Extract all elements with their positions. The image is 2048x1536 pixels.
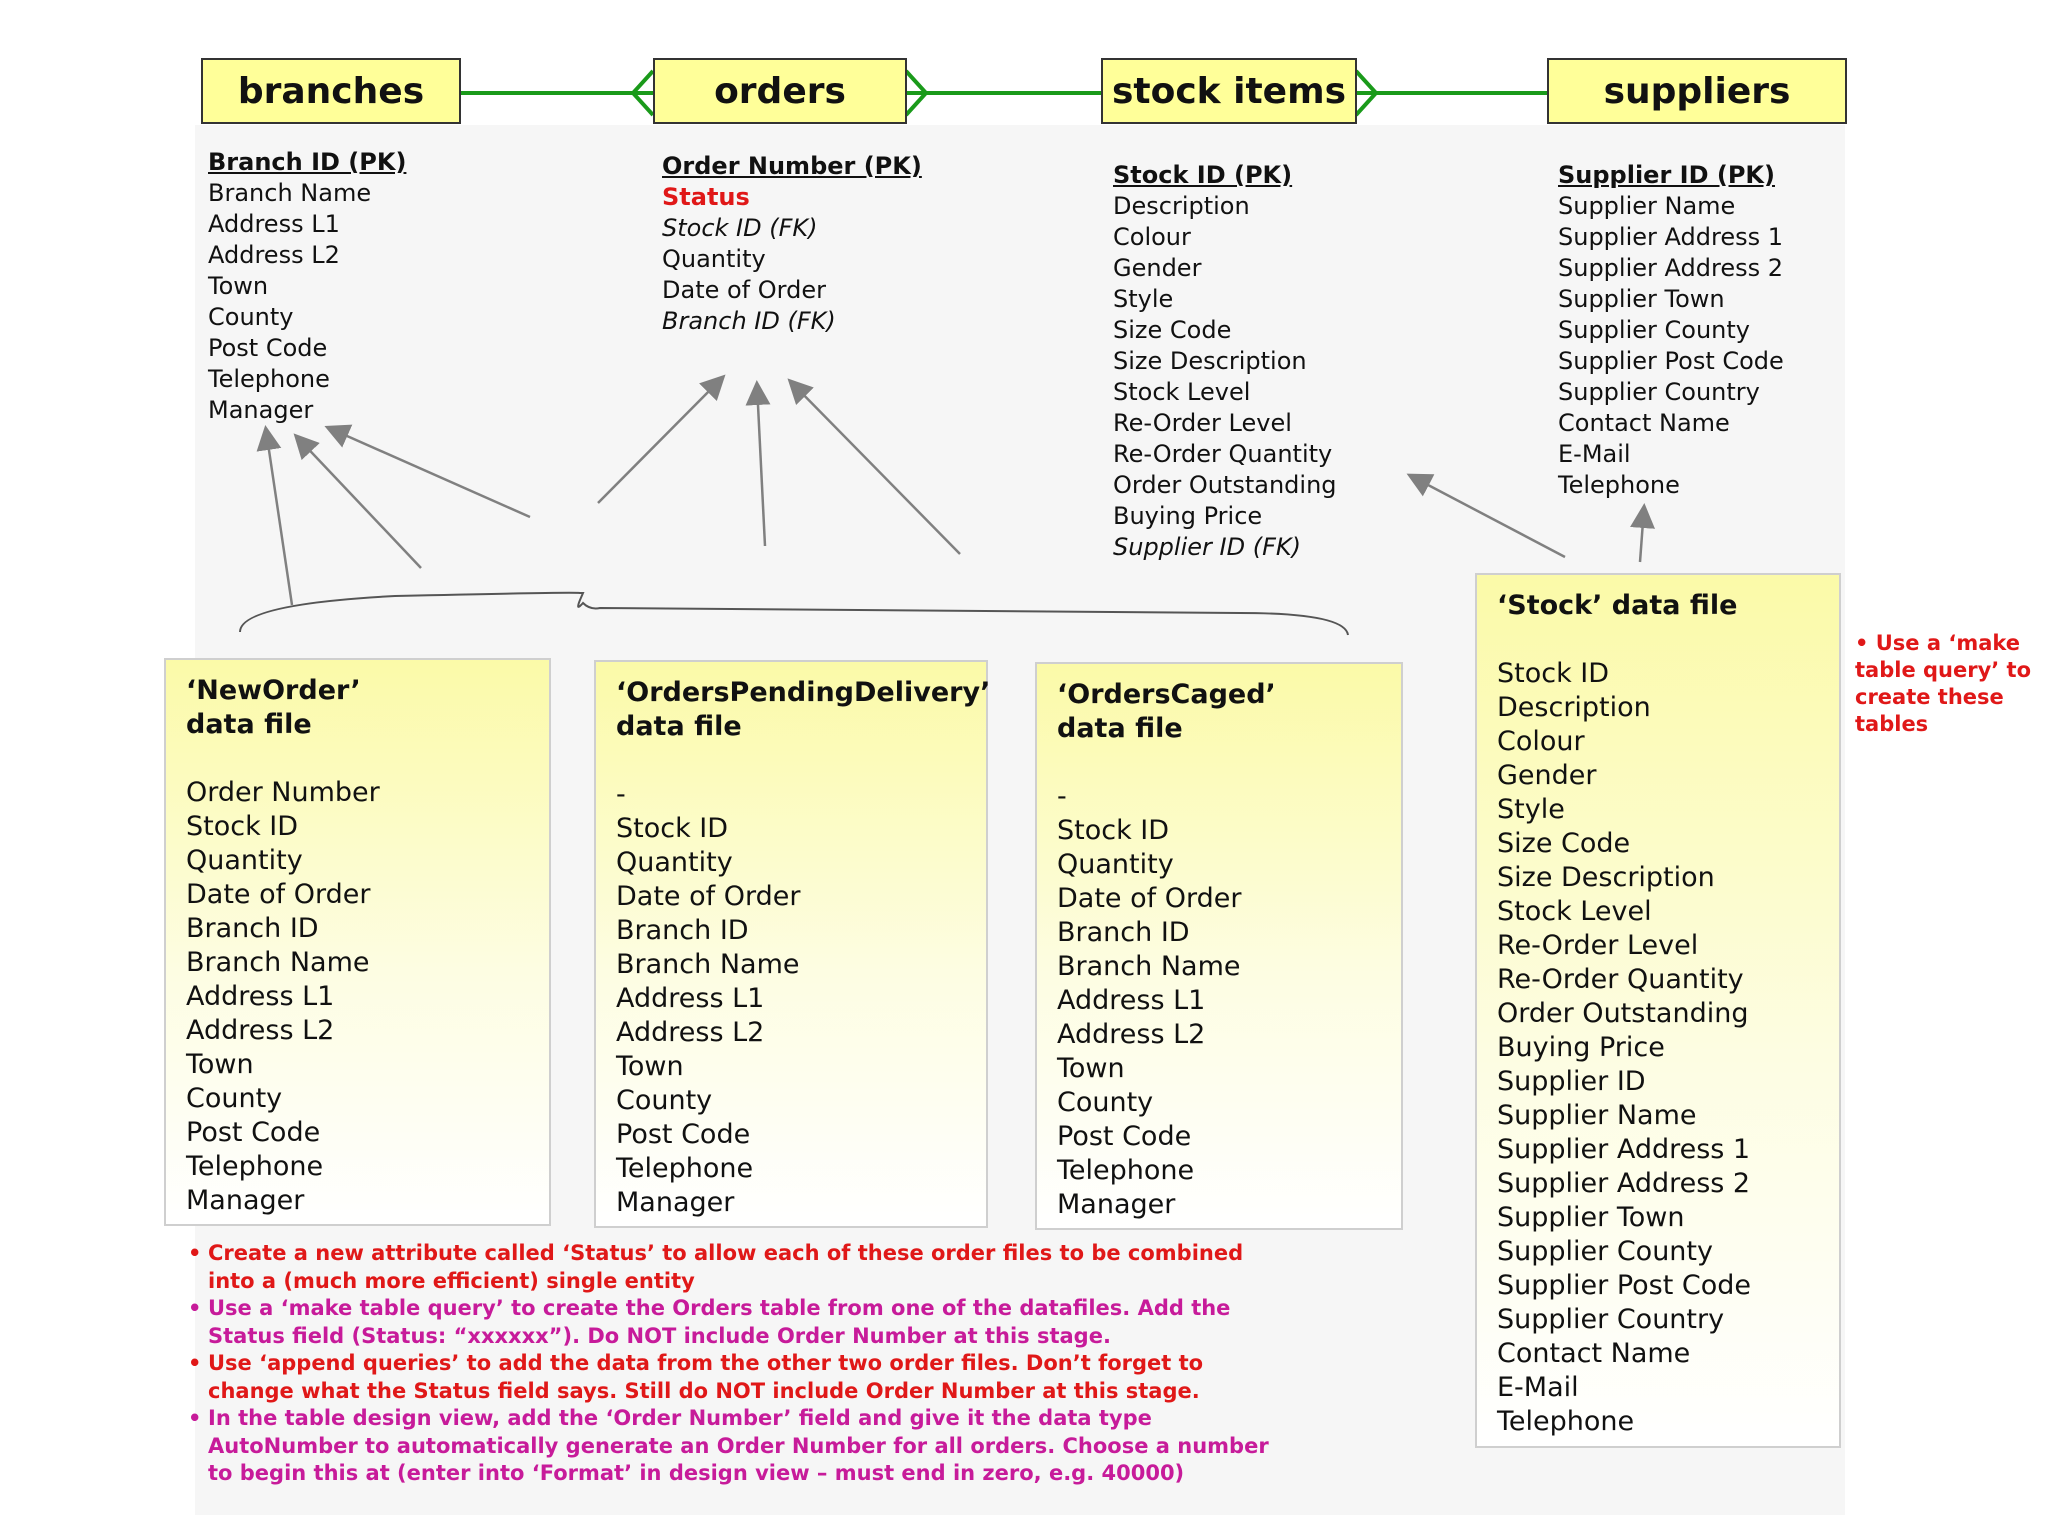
attribute-primary-key: Branch ID (PK) [208,148,407,176]
attributes-branches [208,147,406,426]
data-file-field: Town [186,1049,254,1080]
data-file-field: Contact Name [1497,1338,1691,1369]
instruction-text: Use a ‘make table query’ to create the Orders table from one of the datafiles. Add the Status field (Status: “xxxxxx”). Do NOT include Order Number at this stage. [208,1296,1231,1348]
data-file-field: E-Mail [1497,1372,1579,1403]
data-file-fields [186,776,529,1218]
data-file-field: Colour [1497,726,1585,757]
data-file-field: Manager [1057,1189,1176,1220]
bullet: • [188,1296,202,1320]
bullet: • [188,1351,202,1375]
data-file-field: Address L2 [616,1017,765,1048]
data-file-field: Branch ID [616,915,749,946]
data-file-field: Supplier Country [1497,1304,1725,1335]
attribute-primary-key: Supplier ID (PK) [1558,161,1775,189]
data-file-field: Re-Order Level [1497,930,1699,961]
data-file-field: Order Outstanding [1497,998,1749,1029]
data-file-fields [616,778,966,1220]
data-file-stock [1475,573,1841,1448]
entity-suppliers: suppliers [1547,58,1847,124]
instruction-item [188,1350,1288,1405]
side-note-text: Use a ‘make table query’ to create these tables [1855,631,2032,736]
data-file-field: Stock ID [1057,815,1170,846]
attribute: Gender [1113,254,1202,282]
attribute: Style [1113,285,1174,313]
data-file-field: Town [1057,1053,1125,1084]
data-file-field: Address L2 [186,1015,335,1046]
attribute-foreign-key: Stock ID (FK) [662,214,818,242]
data-file-field: Stock ID [616,813,729,844]
attribute: Buying Price [1113,502,1263,530]
data-file-field: Supplier Name [1497,1100,1697,1131]
attribute-foreign-key: Supplier ID (FK) [1113,533,1301,561]
data-file-field: County [186,1083,283,1114]
data-file-field: Order Number [186,777,380,808]
data-file-field: Address L1 [616,983,765,1014]
attribute: Address L1 [208,210,340,238]
data-file-field: Size Code [1497,828,1631,859]
attributes-suppliers [1558,160,1784,501]
attribute: Post Code [208,334,328,362]
data-file-field: Stock ID [1497,658,1610,689]
data-file-field: - [616,779,626,810]
data-file-field: Date of Order [186,879,371,910]
bullet: • [1855,631,1869,655]
data-file-field: Supplier Address 1 [1497,1134,1751,1165]
attribute: Re-Order Level [1113,409,1292,437]
attribute: Supplier Address 1 [1558,223,1783,251]
attribute: Supplier Name [1558,192,1736,220]
instruction-text: In the table design view, add the ‘Order Number’ field and give it the data type AutoNumber to automatically generate an Order Number for all orders. Choose a number to begin this at (enter into ‘Format’ in design view – must end in zero, e.g. 40000) [208,1406,1269,1485]
attribute: Colour [1113,223,1191,251]
attributes-stock-items [1113,160,1337,563]
arrow-to-orders-3 [791,382,960,554]
attribute: Contact Name [1558,409,1730,437]
data-file-field: Branch Name [616,949,800,980]
data-file-field: Supplier Address 2 [1497,1168,1751,1199]
data-file-field: Address L1 [1057,985,1206,1016]
data-file-field: Manager [186,1185,305,1216]
attribute: Order Outstanding [1113,471,1337,499]
attribute: Stock Level [1113,378,1251,406]
arrow-to-orders-2 [757,385,765,546]
instruction-item [188,1295,1288,1350]
attribute: Supplier Country [1558,378,1760,406]
attribute: Description [1113,192,1250,220]
data-file-field: Manager [616,1187,735,1218]
attribute: Date of Order [662,276,826,304]
data-file-field: Quantity [1057,849,1174,880]
arrow-to-branches-1 [266,430,292,605]
attribute: Quantity [662,245,766,273]
instruction-item [188,1405,1288,1488]
instruction-text: Create a new attribute called ‘Status’ to allow each of these order files to be combined into a (much more efficient) single entity [208,1241,1244,1293]
instruction-text: Use ‘append queries’ to add the data from the other two order files. Don’t forget to change what the Status field says. Still do NOT include Order Number at this stage. [208,1351,1204,1403]
data-file-field: Quantity [616,847,733,878]
arrow-to-branches-2 [297,437,421,568]
attribute: County [208,303,294,331]
attribute: Telephone [208,365,330,393]
data-file-field: Re-Order Quantity [1497,964,1744,995]
data-file-field: Telephone [616,1153,754,1184]
data-file-field: Telephone [186,1151,324,1182]
data-file-orderspendingdelivery [594,660,991,1228]
attribute: Branch Name [208,179,372,207]
attribute-status-new: Status [662,183,750,211]
data-file-title: ‘OrdersCaged’ data file [1057,679,1276,744]
data-file-field: Telephone [1497,1406,1635,1437]
attribute: Manager [208,396,314,424]
attribute: Re-Order Quantity [1113,440,1333,468]
arrow-to-stock-items [1411,476,1565,557]
data-file-field: Branch Name [186,947,370,978]
attribute: Size Code [1113,316,1232,344]
attribute: Telephone [1558,471,1680,499]
bullet: • [188,1406,202,1430]
attribute-primary-key: Order Number (PK) [662,152,922,180]
attribute: Supplier Town [1558,285,1725,313]
data-file-neworder [164,658,551,1226]
data-file-field: Style [1497,794,1565,825]
data-file-field: - [1057,781,1067,812]
data-file-field: Supplier ID [1497,1066,1646,1097]
attribute-primary-key: Stock ID (PK) [1113,161,1293,189]
data-file-field: Supplier Town [1497,1202,1685,1233]
attribute: Supplier Address 2 [1558,254,1783,282]
data-file-title: ‘NewOrder’ data file [186,675,361,740]
data-file-field: Size Description [1497,862,1715,893]
data-file-field: County [1057,1087,1154,1118]
attributes-orders [662,151,922,337]
entity-stock-items: stock items [1101,58,1357,124]
data-file-field: Post Code [616,1119,751,1150]
data-file-field: Post Code [186,1117,321,1148]
data-file-field: Stock ID [186,811,299,842]
data-file-field: Branch ID [1057,917,1190,948]
entity-branches: branches [201,58,461,124]
attribute: E-Mail [1558,440,1631,468]
data-file-fields [1057,780,1381,1222]
instruction-list [188,1240,1288,1488]
data-file-field: Date of Order [616,881,801,912]
data-file-field: Stock Level [1497,896,1652,927]
data-file-field: Branch ID [186,913,319,944]
data-file-title: ‘OrdersPendingDelivery’ data file [616,677,991,742]
data-file-fields [1497,657,1819,1439]
data-file-field: Gender [1497,760,1597,791]
attribute: Supplier County [1558,316,1750,344]
side-note [1855,630,2035,738]
data-file-field: Date of Order [1057,883,1242,914]
arrow-to-suppliers [1640,508,1644,562]
data-file-title: ‘Stock’ data file [1497,590,1738,621]
attribute: Supplier Post Code [1558,347,1784,375]
data-file-field: Post Code [1057,1121,1192,1152]
entity-orders: orders [653,58,907,124]
data-file-field: Buying Price [1497,1032,1665,1063]
data-file-field: Supplier County [1497,1236,1713,1267]
attribute: Size Description [1113,347,1307,375]
instruction-item [188,1240,1288,1295]
bullet: • [188,1241,202,1265]
data-file-field: Telephone [1057,1155,1195,1186]
attribute: Address L2 [208,241,340,269]
data-file-field: Address L2 [1057,1019,1206,1050]
attribute-foreign-key: Branch ID (FK) [662,307,836,335]
data-file-orderscaged [1035,662,1403,1230]
grouping-brace [240,593,1348,635]
data-file-field: Town [616,1051,684,1082]
data-file-field: Branch Name [1057,951,1241,982]
data-file-field: Supplier Post Code [1497,1270,1752,1301]
data-file-field: Quantity [186,845,303,876]
data-file-field: County [616,1085,713,1116]
arrow-to-orders-1 [598,378,722,503]
data-file-field: Address L1 [186,981,335,1012]
attribute: Town [208,272,269,300]
data-file-field: Description [1497,692,1651,723]
